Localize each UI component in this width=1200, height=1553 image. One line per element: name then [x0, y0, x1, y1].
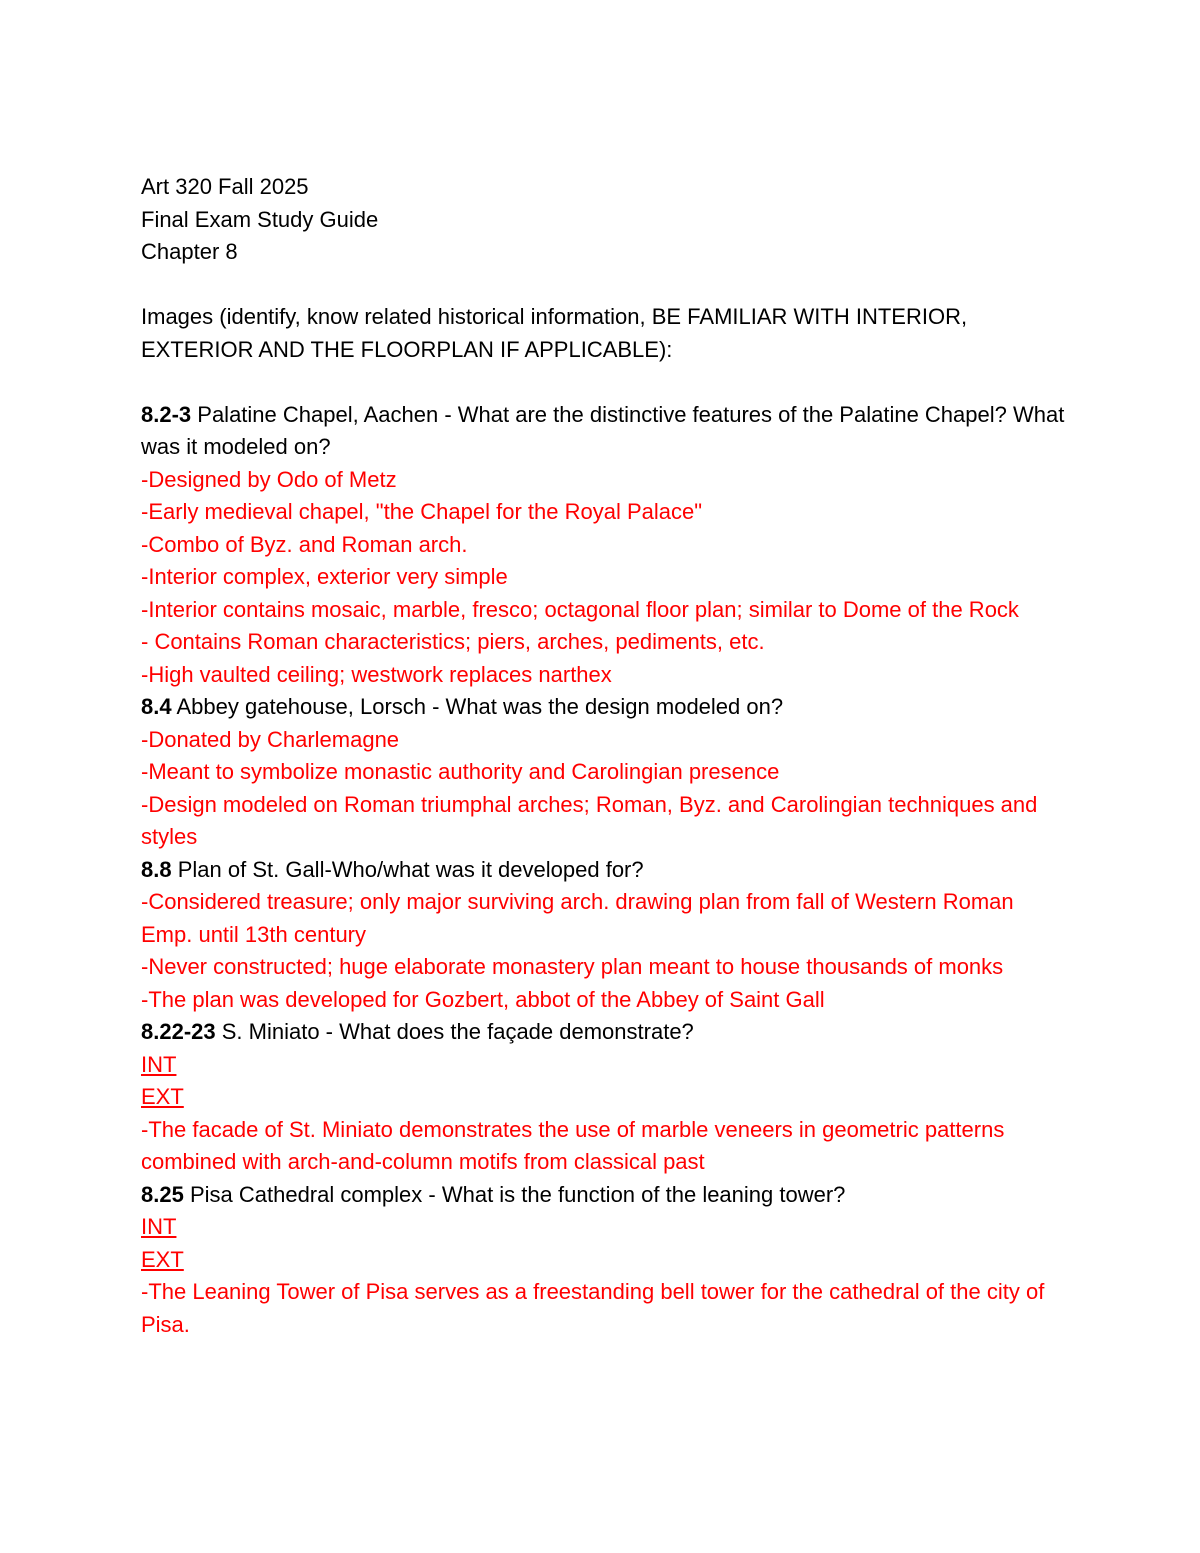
section-question [141, 1016, 1071, 1049]
note: - Contains Roman characteristics; piers, arches, pediments, etc. [141, 629, 765, 654]
section-abbey-gatehouse [141, 691, 1071, 854]
section-number: 8.8 [141, 856, 172, 882]
interior-link[interactable]: INT [141, 1051, 177, 1077]
section-number: 8.4 [141, 694, 172, 719]
question-text: Pisa Cathedral complex - What is the function of the leaning tower? [189, 1181, 846, 1207]
instructions: Images (identify, know related historical information, BE FAMILIAR WITH INTERIOR, EXTERIOR AND THE FLOORPLAN IF APPLICABLE): [141, 304, 968, 362]
section-pisa-cathedral [141, 1179, 1071, 1342]
note: -Early medieval chapel, "the Chapel for the Royal Palace" [141, 499, 703, 524]
note: -Design modeled on Roman triumphal arches; Roman, Byz. and Carolingian techniques and styles [141, 791, 1038, 849]
document-page [141, 171, 1071, 1341]
note: -Interior contains mosaic, marble, fresco; octagonal floor plan; similar to Dome of the Rock [141, 596, 1019, 622]
chapter-heading: Chapter 8 [141, 239, 238, 264]
question-text: Palatine Chapel, Aachen - What are the distinctive features of the Palatine Chapel? What was it modeled on? [141, 401, 1065, 459]
document-title: Final Exam Study Guide [141, 206, 379, 232]
section-number: 8.25 [141, 1181, 184, 1207]
note: -The Leaning Tower of Pisa serves as a freestanding bell tower for the cathedral of the city of Pisa. [141, 1279, 1045, 1337]
section-question [141, 399, 1071, 464]
section-number: 8.22-23 [141, 1019, 216, 1044]
question-text: S. Miniato - What does the façade demonstrate? [221, 1019, 694, 1044]
interior-link[interactable]: INT [141, 1214, 177, 1239]
section-s-miniato [141, 1016, 1071, 1179]
exterior-link[interactable]: EXT [141, 1084, 184, 1109]
exterior-link[interactable]: EXT [141, 1246, 184, 1272]
link-line [141, 1081, 1071, 1114]
question-text: Abbey gatehouse, Lorsch - What was the design modeled on? [171, 694, 784, 719]
section-palatine-chapel [141, 399, 1071, 692]
note: -Designed by Odo of Metz [141, 466, 397, 492]
note: -Donated by Charlemagne [141, 726, 400, 752]
section-question [141, 691, 1071, 724]
link-line [141, 1211, 1071, 1244]
note: -The facade of St. Miniato demonstrates the use of marble veneers in geometric patterns combined with arch-and-column motifs from classical past [141, 1116, 1005, 1174]
section-number: 8.2-3 [141, 401, 192, 427]
section-st-gall [141, 854, 1071, 1017]
note: -Meant to symbolize monastic authority and Carolingian presence [141, 759, 780, 784]
section-question [141, 854, 1071, 887]
spacer [141, 269, 1071, 302]
link-line [141, 1049, 1071, 1082]
note: -High vaulted ceiling; westwork replaces narthex [141, 661, 612, 687]
spacer [141, 366, 1071, 399]
note: -Interior complex, exterior very simple [141, 564, 508, 589]
note: -Never constructed; huge elaborate monastery plan meant to house thousands of monks [141, 954, 1004, 979]
section-question [141, 1179, 1071, 1212]
note: -Combo of Byz. and Roman arch. [141, 531, 468, 557]
note: -The plan was developed for Gozbert, abbot of the Abbey of Saint Gall [141, 986, 825, 1012]
question-text: Plan of St. Gall-Who/what was it developed for? [177, 856, 644, 882]
course-title: Art 320 Fall 2025 [141, 174, 309, 199]
note: -Considered treasure; only major surviving arch. drawing plan from fall of Western Roman Emp. until 13th century [141, 889, 1014, 947]
link-line [141, 1244, 1071, 1277]
